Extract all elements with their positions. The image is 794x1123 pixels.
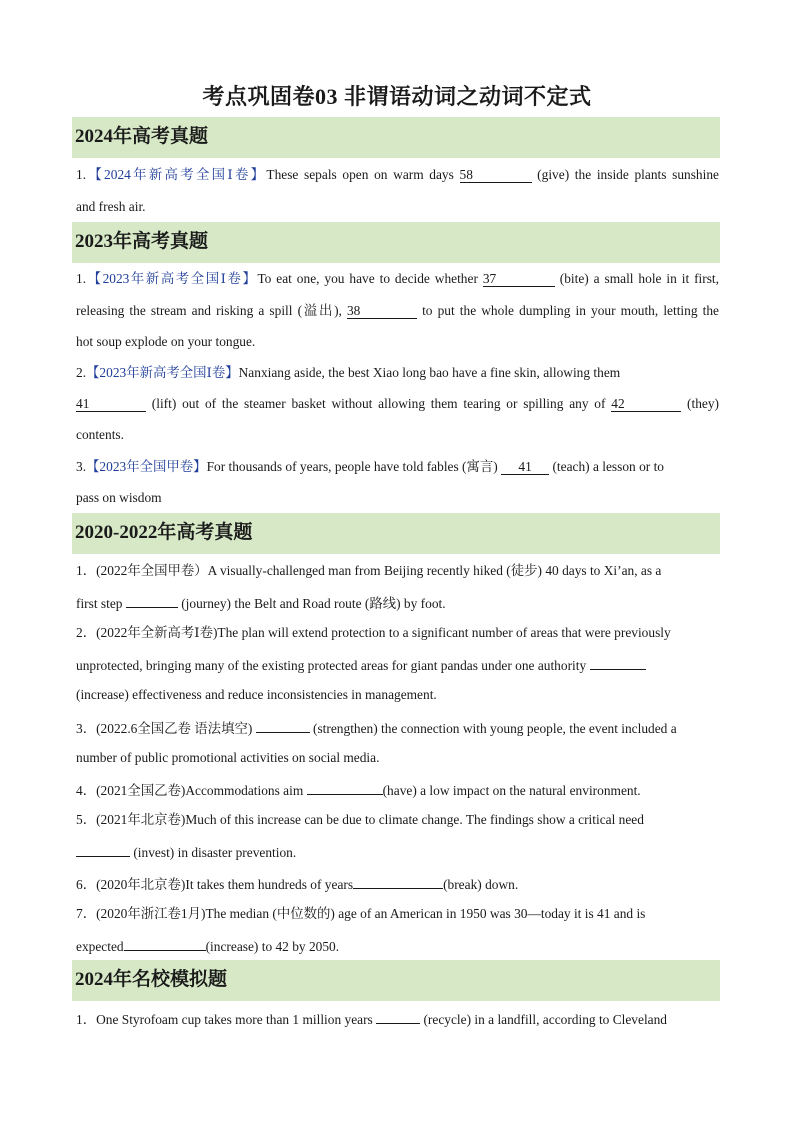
question-line: 3．(2022.6全国乙卷 语法填空) (strengthen) the connection with young people, the event included a bbox=[76, 718, 719, 738]
question-line: unprotected, bringing many of the existing protected areas for giant pandas under one authority bbox=[76, 655, 719, 675]
answer-blank bbox=[76, 842, 130, 857]
answer-blank: 37 bbox=[483, 271, 555, 287]
section-heading-band bbox=[72, 960, 720, 1001]
answer-blank: 38 bbox=[347, 303, 417, 319]
question-line: and fresh air. bbox=[76, 199, 146, 214]
page-title: 考点巩固卷03 非谓语动词之动词不定式 bbox=[202, 84, 592, 109]
source-tag: 【2023年全国甲卷】 bbox=[86, 459, 207, 474]
section-heading-band bbox=[72, 117, 720, 158]
section-heading: 2020-2022年高考真题 bbox=[75, 522, 253, 543]
question-line: 1．One Styrofoam cup takes more than 1 million years (recycle) in a landfill, according to Cleveland bbox=[76, 1009, 719, 1029]
question-line: pass on wisdom bbox=[76, 490, 162, 505]
section-heading: 2024年高考真题 bbox=[75, 126, 209, 147]
question-line: (increase) effectiveness and reduce inconsistencies in management. bbox=[76, 687, 437, 702]
section-heading-band bbox=[72, 513, 720, 554]
question-line: 4．(2021全国乙卷)Accommodations aim (have) a low impact on the natural environment. bbox=[76, 780, 719, 800]
answer-blank: 58 bbox=[460, 167, 532, 183]
question-line: 41 (lift) out of the steamer basket without allowing them tearing or spilling any of 42 (they) bbox=[76, 396, 719, 411]
answer-blank bbox=[256, 718, 310, 733]
answer-blank bbox=[307, 780, 383, 795]
answer-blank bbox=[376, 1009, 420, 1024]
answer-blank bbox=[590, 655, 646, 670]
question-line: releasing the stream and risking a spill (溢出), 38 to put the whole dumpling in your mouth, letting the bbox=[76, 303, 719, 318]
source-tag: 【2023年新高考全国Ⅰ卷】 bbox=[86, 271, 258, 286]
question-line: first step (journey) the Belt and Road route (路线) by foot. bbox=[76, 593, 719, 613]
question-line: 2.【2023年新高考全国Ⅰ卷】Nanxiang aside, the best Xiao long bao have a fine skin, allowing them bbox=[76, 365, 621, 380]
answer-blank: 41 bbox=[76, 396, 146, 412]
question-line: 2．(2022年全新高考Ⅰ卷)The plan will extend protection to a significant number of areas that were previously bbox=[76, 625, 671, 640]
question-line: number of public promotional activities on social media. bbox=[76, 750, 380, 765]
answer-blank bbox=[353, 874, 443, 889]
question-line: expected (increase) to 42 by 2050. bbox=[76, 936, 719, 956]
answer-blank: 41 bbox=[501, 459, 549, 475]
section-heading: 2024年名校模拟题 bbox=[75, 969, 228, 990]
source-tag: 【2024年新高考全国Ⅰ卷】 bbox=[86, 167, 267, 182]
question-line: 1.【2023年新高考全国Ⅰ卷】To eat one, you have to decide whether 37 (bite) a small hole in it first, bbox=[76, 271, 719, 286]
question-line: hot soup explode on your tongue. bbox=[76, 334, 256, 349]
question-line: 5．(2021年北京卷)Much of this increase can be due to climate change. The findings show a critical need bbox=[76, 812, 644, 827]
question-line: 7．(2020年浙江卷1月)The median (中位数的) age of an American in 1950 was 30—today it is 41 and is bbox=[76, 906, 646, 921]
question-line: contents. bbox=[76, 427, 124, 442]
answer-blank: 42 bbox=[611, 396, 681, 412]
answer-blank bbox=[124, 936, 206, 951]
source-tag: 【2023年新高考全国Ⅰ卷】 bbox=[86, 365, 239, 380]
question-line: 1.【2024年新高考全国Ⅰ卷】These sepals open on warm days 58 (give) the inside plants sunshine bbox=[76, 167, 719, 182]
section-heading: 2023年高考真题 bbox=[75, 231, 209, 252]
question-line: 6．(2020年北京卷)It takes them hundreds of years (break) down. bbox=[76, 874, 719, 894]
section-heading-band bbox=[72, 222, 720, 263]
question-line: 1．(2022年全国甲卷）A visually-challenged man from Beijing recently hiked (徒步) 40 days to Xi’an, as a bbox=[76, 563, 662, 578]
question-line: (invest) in disaster prevention. bbox=[76, 842, 719, 862]
question-line: 3.【2023年全国甲卷】For thousands of years, people have told fables (寓言) 41 (teach) a lesson or to bbox=[76, 459, 664, 474]
answer-blank bbox=[126, 593, 178, 608]
